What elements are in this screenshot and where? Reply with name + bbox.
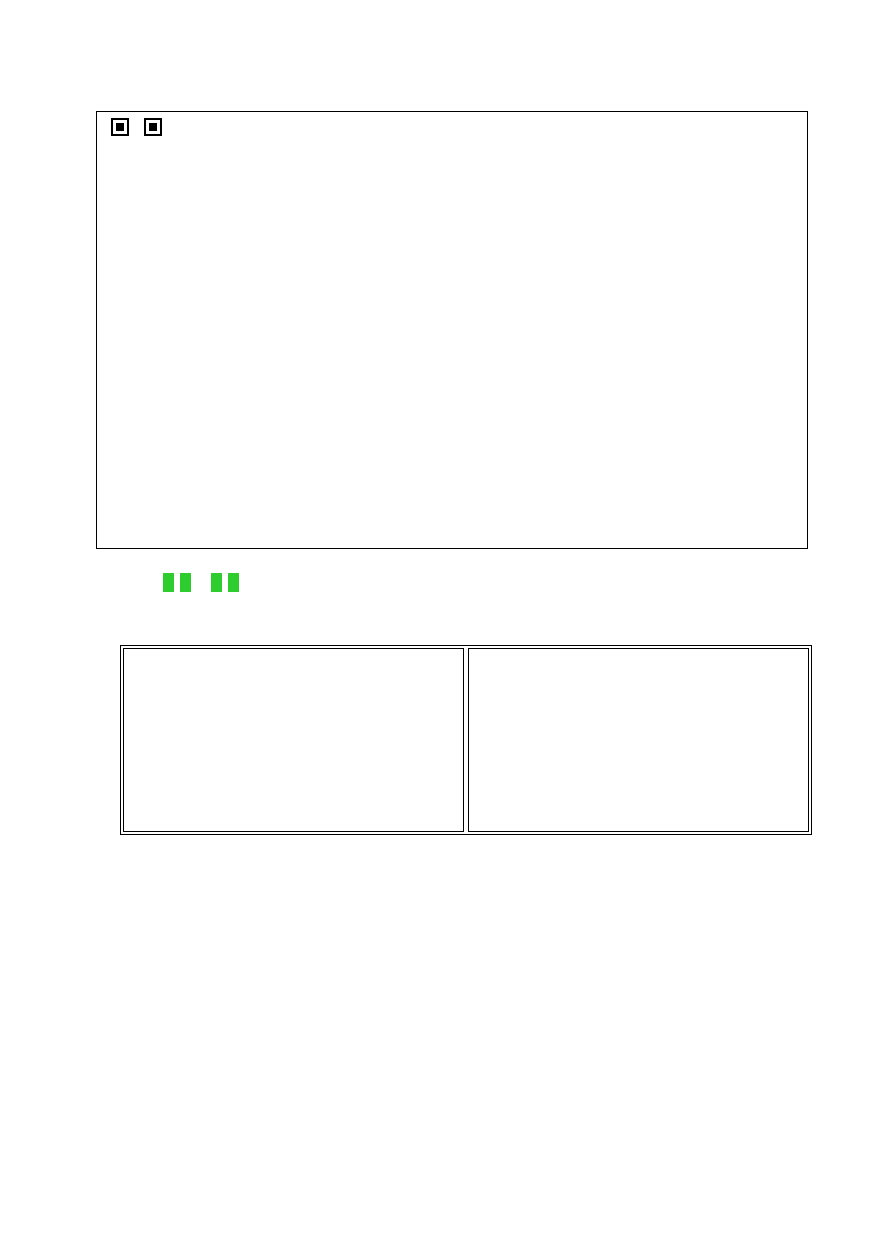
new-members-table xyxy=(120,645,812,835)
green-square-icon xyxy=(228,573,239,592)
square-bullet-icon xyxy=(111,118,129,136)
welcome-notice-box xyxy=(96,111,808,549)
notice-title-row xyxy=(107,116,166,140)
green-square-icon xyxy=(211,573,222,592)
new-members-column-right xyxy=(468,648,809,832)
new-members-column-left xyxy=(123,648,464,832)
green-square-icon xyxy=(180,573,191,592)
green-square-icon xyxy=(163,573,174,592)
square-bullet-icon xyxy=(144,118,162,136)
community-banner xyxy=(160,568,740,597)
